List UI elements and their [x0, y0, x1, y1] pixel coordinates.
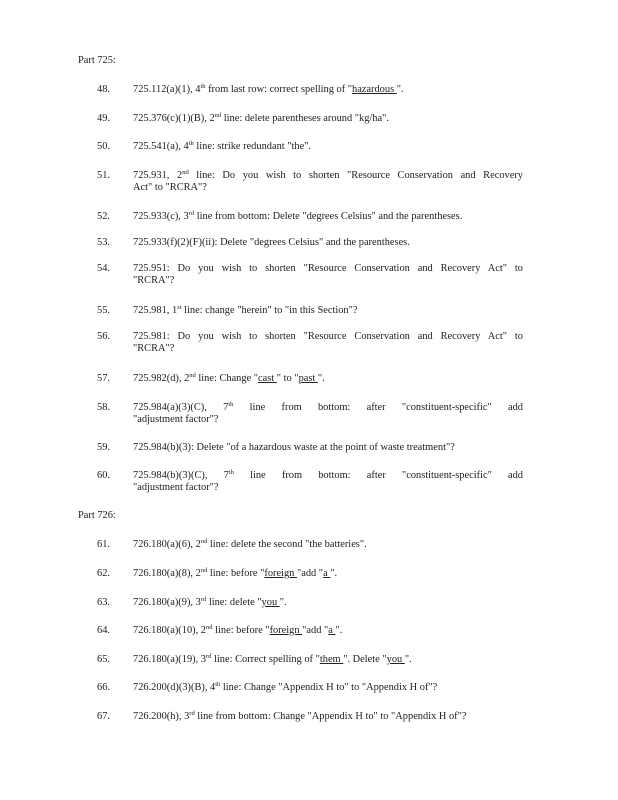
- item-text-line: [133, 482, 523, 494]
- item-text: [133, 170, 523, 194]
- text-segment: line: strike redundant "the".: [193, 141, 312, 152]
- ordinal-suffix: rd: [189, 710, 195, 717]
- text-segment: ".: [404, 654, 412, 665]
- text-segment: 726.180(a)(8), 2: [133, 568, 201, 579]
- item-number: 66.: [97, 682, 110, 693]
- text-segment: line: before ": [212, 625, 270, 636]
- item-text: [133, 568, 523, 580]
- item-number: 52.: [97, 211, 110, 222]
- item-text-line: [133, 331, 523, 343]
- underlined-word: you: [386, 654, 405, 665]
- text-segment: 725.933(f)(2)(F)(ii): Delete "degrees Celsius" and the parentheses.: [133, 237, 410, 248]
- text-segment: line: Change ": [195, 373, 259, 384]
- ordinal-suffix: rd: [200, 596, 207, 603]
- text-segment: line: Correct spelling of ": [211, 654, 320, 665]
- text-segment: 726.200(d)(3)(B), 4: [133, 682, 216, 693]
- text-segment: "adjustment factor"?: [133, 414, 219, 425]
- item-text: [133, 211, 523, 223]
- item-text-line: [133, 211, 523, 223]
- item-text-line: [133, 170, 523, 182]
- text-segment: ".: [330, 568, 338, 579]
- item-number: 67.: [97, 711, 110, 722]
- item-text-line: [133, 373, 523, 385]
- item-text-line: [133, 402, 523, 414]
- item-text: [133, 625, 523, 637]
- text-segment: 725.112(a)(1), 4: [133, 84, 201, 95]
- text-segment: ".: [279, 597, 287, 608]
- underlined-word: foreign: [264, 568, 297, 579]
- item-text-line: [133, 539, 523, 551]
- item-text-line: [133, 84, 523, 96]
- item-number: 58.: [97, 402, 110, 413]
- item-text: [133, 597, 523, 609]
- text-segment: 725.931, 2: [133, 170, 183, 181]
- item-number: 59.: [97, 442, 110, 453]
- text-segment: 725.541(a), 4: [133, 141, 189, 152]
- underlined-word: a: [323, 568, 331, 579]
- underlined-word: foreign: [269, 625, 303, 636]
- text-segment: 725.981, 1: [133, 305, 178, 316]
- text-segment: "add ": [302, 625, 329, 636]
- underlined-word: cast: [258, 373, 277, 384]
- item-text: [133, 237, 523, 249]
- item-number: 63.: [97, 597, 110, 608]
- item-text-line: [133, 275, 523, 287]
- underlined-word: a: [328, 625, 336, 636]
- text-segment: 726.200(h), 3: [133, 711, 190, 722]
- item-number: 51.: [97, 170, 110, 181]
- ordinal-suffix: nd: [206, 624, 213, 631]
- text-segment: " to ": [276, 373, 299, 384]
- ordinal-suffix: th: [200, 83, 206, 90]
- text-segment: line from bottom: after "constituent-specific" add: [233, 402, 523, 413]
- underlined-word: you: [261, 597, 280, 608]
- item-text-line: [133, 141, 523, 153]
- text-segment: 725.376(c)(1)(B), 2: [133, 113, 215, 124]
- text-segment: ".: [335, 625, 343, 636]
- text-segment: 725.984(a)(3)(C), 7: [133, 402, 229, 413]
- text-segment: line: delete ": [206, 597, 262, 608]
- item-text-line: [133, 113, 523, 125]
- item-text: [133, 539, 523, 551]
- text-segment: "RCRA"?: [133, 275, 175, 286]
- item-number: 65.: [97, 654, 110, 665]
- item-text: [133, 263, 523, 287]
- text-segment: 726.180(a)(9), 3: [133, 597, 201, 608]
- text-segment: line from bottom: Delete "degrees Celsius" and the parentheses.: [194, 211, 463, 222]
- item-text-line: [133, 682, 523, 694]
- text-segment: line: delete the second "the batteries".: [207, 539, 367, 550]
- item-number: 50.: [97, 141, 110, 152]
- text-segment: 725.984(b)(3): Delete "of a hazardous waste at the point of waste treatment"?: [133, 442, 455, 453]
- item-text: [133, 682, 523, 694]
- item-text: [133, 141, 523, 153]
- item-text-line: [133, 654, 523, 666]
- item-text-line: [133, 568, 523, 580]
- ordinal-suffix: th: [188, 140, 194, 147]
- item-number: 53.: [97, 237, 110, 248]
- item-number: 54.: [97, 263, 110, 274]
- item-text-line: [133, 414, 523, 426]
- text-segment: line: Change "Appendix H to" to "Appendix H of"?: [220, 682, 438, 693]
- item-text-line: [133, 263, 523, 275]
- item-number: 48.: [97, 84, 110, 95]
- item-text-line: [133, 442, 523, 454]
- ordinal-suffix: th: [215, 681, 221, 688]
- item-text-line: [133, 343, 523, 355]
- text-segment: 726.180(a)(10), 2: [133, 625, 207, 636]
- item-text: [133, 113, 523, 125]
- text-segment: Act" to "RCRA"?: [133, 182, 207, 193]
- ordinal-suffix: nd: [214, 112, 222, 119]
- item-text-line: [133, 305, 523, 317]
- item-number: 64.: [97, 625, 110, 636]
- item-number: 61.: [97, 539, 110, 550]
- ordinal-suffix: nd: [200, 538, 208, 545]
- ordinal-suffix: th: [228, 401, 234, 408]
- text-segment: ".: [396, 84, 404, 95]
- item-text: [133, 305, 523, 317]
- item-text-line: [133, 470, 523, 482]
- item-text: [133, 331, 523, 355]
- text-segment: ". Delete ": [343, 654, 387, 665]
- text-segment: "add ": [296, 568, 324, 579]
- text-segment: 726.180(a)(6), 2: [133, 539, 201, 550]
- item-text: [133, 711, 523, 723]
- text-segment: line: Do you wish to shorten "Resource Conservation and Recovery: [188, 170, 523, 181]
- text-segment: ".: [317, 373, 325, 384]
- ordinal-suffix: th: [228, 469, 234, 476]
- text-segment: from last row: correct spelling of ": [205, 84, 352, 95]
- text-segment: line: delete parentheses around "kg/ha".: [221, 113, 389, 124]
- ordinal-suffix: rd: [206, 653, 212, 660]
- item-text: [133, 402, 523, 426]
- text-segment: line: before ": [207, 568, 265, 579]
- item-text-line: [133, 625, 523, 637]
- ordinal-suffix: nd: [182, 169, 189, 176]
- section-heading: Part 726:: [78, 510, 116, 521]
- text-segment: 725.982(d), 2: [133, 373, 190, 384]
- ordinal-suffix: nd: [200, 567, 208, 574]
- text-segment: 726.180(a)(19), 3: [133, 654, 207, 665]
- text-segment: 725.984(b)(3)(C), 7: [133, 470, 229, 481]
- item-number: 60.: [97, 470, 110, 481]
- item-text: [133, 84, 523, 96]
- ordinal-suffix: st: [177, 304, 182, 311]
- underlined-word: hazardous: [352, 84, 397, 95]
- underlined-word: them: [319, 654, 344, 665]
- text-segment: line from bottom: after "constituent-specific" add: [233, 470, 524, 481]
- text-segment: 725.981: Do you wish to shorten "Resource Conservation and Recovery Act" to: [133, 331, 523, 342]
- item-text-line: [133, 237, 523, 249]
- item-text: [133, 373, 523, 385]
- item-number: 62.: [97, 568, 110, 579]
- text-segment: "adjustment factor"?: [133, 482, 219, 493]
- text-segment: line from bottom: Change "Appendix H to" to "Appendix H of"?: [194, 711, 467, 722]
- item-text-line: [133, 182, 523, 194]
- item-text: [133, 442, 523, 454]
- section-heading: Part 725:: [78, 55, 116, 66]
- text-segment: 725.933(c), 3: [133, 211, 189, 222]
- text-segment: "RCRA"?: [133, 343, 175, 354]
- ordinal-suffix: rd: [188, 210, 195, 217]
- item-number: 49.: [97, 113, 110, 124]
- item-number: 56.: [97, 331, 110, 342]
- underlined-word: past: [298, 373, 318, 384]
- text-segment: line: change "herein" to "in this Section"?: [181, 305, 358, 316]
- item-text-line: [133, 711, 523, 723]
- text-segment: 725.951: Do you wish to shorten "Resource Conservation and Recovery Act" to: [133, 263, 523, 274]
- item-number: 57.: [97, 373, 110, 384]
- item-number: 55.: [97, 305, 110, 316]
- item-text: [133, 654, 523, 666]
- item-text-line: [133, 597, 523, 609]
- ordinal-suffix: nd: [189, 372, 196, 379]
- item-text: [133, 470, 523, 494]
